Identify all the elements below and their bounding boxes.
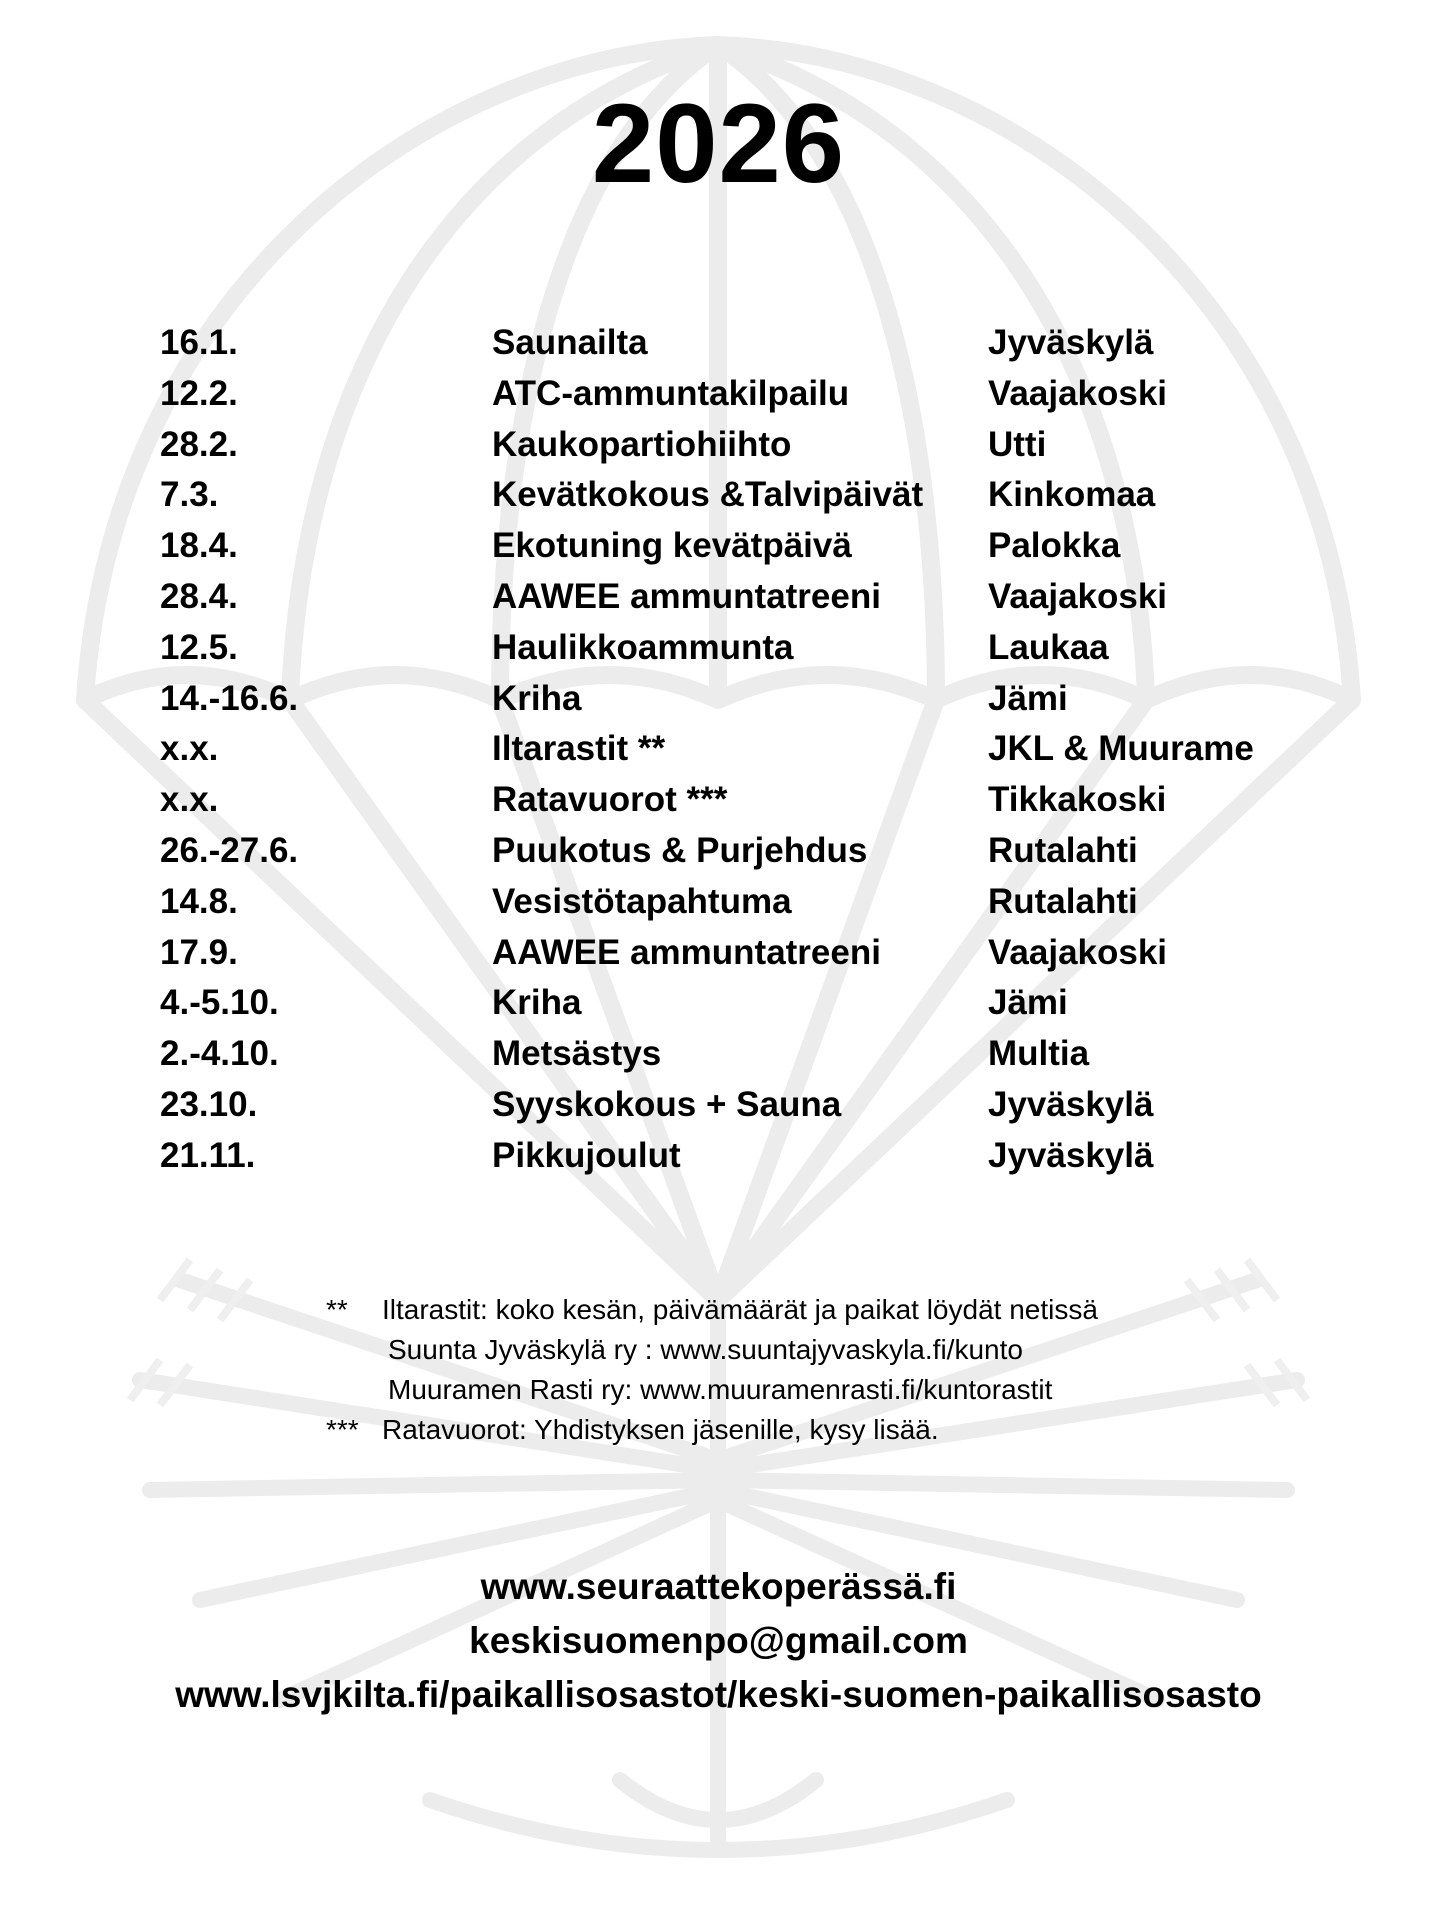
event-row [160,826,1320,877]
event-row [160,1080,1320,1131]
contact-website[interactable]: www.seuraattekoperässä.fi [480,1566,957,1607]
footnote-text: Iltarastit: koko kesän, päivämäärät ja paikat löydät netissä [382,1294,1098,1325]
event-date: 23.10. [160,1084,258,1124]
event-date: 2.-4.10. [160,1034,279,1074]
footnote-text: Ratavuorot: Yhdistyksen jäsenille, kysy lisää. [382,1414,939,1445]
event-place: Jyväskylä [988,323,1154,362]
footnote-text: Suunta Jyväskylä ry : www.suuntajyvaskyla.fi/kunto [388,1334,1023,1365]
event-place: Kinkomaa [988,475,1156,515]
footnote-mark: *** [326,1414,359,1445]
event-date: 26.-27.6. [160,830,299,870]
event-place: Jämi [988,983,1068,1023]
event-place: Rutalahti [988,881,1138,921]
event-date: 7.3. [160,475,219,515]
event-date: 28.4. [160,576,238,616]
event-place: Laukaa [988,627,1109,667]
event-name: Saunailta [492,323,648,362]
event-place: Palokka [988,526,1121,566]
footnote-line [326,1330,1226,1370]
event-place: Tikkakoski [988,780,1167,820]
event-name: Ekotuning kevätpäivä [492,526,852,566]
event-date: 21.11. [160,1135,256,1175]
footnote-line [326,1410,1226,1450]
event-place: JKL & Muurame [988,729,1254,769]
event-name: Syyskokous + Sauna [492,1084,842,1124]
event-name: Kriha [492,678,582,718]
event-schedule [160,318,1320,1182]
event-place: Jyväskylä [988,1135,1154,1175]
footnote-text: Muuramen Rasti ry: www.muuramenrasti.fi/kuntorastit [388,1374,1053,1405]
event-row [160,623,1320,674]
event-date: 4.-5.10. [160,983,279,1023]
event-row [160,521,1320,572]
contact-website[interactable]: www.lsvjkilta.fi/paikallisosastot/keski-suomen-paikallisosasto [175,1674,1262,1715]
footnote-line [326,1370,1226,1410]
event-place: Rutalahti [988,830,1138,870]
event-date: x.x. [160,780,219,820]
event-row [160,369,1320,420]
event-date: 17.9. [160,932,238,972]
event-date: 14.8. [160,881,238,921]
event-row [160,928,1320,979]
footnote-mark: ** [326,1294,348,1325]
event-row [160,775,1320,826]
event-place: Jyväskylä [988,1084,1154,1124]
event-place: Vaajakoski [988,932,1168,972]
event-row [160,674,1320,725]
event-row [160,470,1320,521]
contact-email[interactable]: keskisuomenpo@gmail.com [469,1620,968,1661]
event-name: Pikkujoulut [492,1135,681,1175]
event-name: Kaukopartiohiihto [492,424,792,464]
event-place: Vaajakoski [988,373,1168,413]
event-place: Jämi [988,678,1068,718]
event-place: Utti [988,424,1047,464]
event-name: AAWEE ammuntatreeni [492,932,881,972]
event-name: AAWEE ammuntatreeni [492,576,881,616]
event-place: Multia [988,1034,1090,1074]
event-name: ATC-ammuntakilpailu [492,373,850,413]
event-row [160,724,1320,775]
event-name: Metsästys [492,1034,662,1074]
event-name: Iltarastit ** [492,729,666,769]
event-date: x.x. [160,729,219,769]
event-date: 16.1. [160,323,238,362]
event-row [160,572,1320,623]
event-name: Kevätkokous &Talvipäivät [492,475,924,515]
page-title: 2026 [591,81,846,206]
contact-info [0,1560,1437,1722]
footnote-line [326,1290,1226,1330]
footnotes [326,1290,1226,1450]
event-row [160,318,1320,369]
event-date: 12.5. [160,627,238,667]
event-row [160,1029,1320,1080]
event-place: Vaajakoski [988,576,1168,616]
event-row [160,420,1320,471]
event-row [160,1131,1320,1182]
event-name: Ratavuorot *** [492,780,728,820]
event-date: 12.2. [160,373,238,413]
event-row [160,978,1320,1029]
event-date: 18.4. [160,526,238,566]
event-name: Puukotus & Purjehdus [492,830,868,870]
event-name: Haulikkoammunta [492,627,794,667]
event-date: 28.2. [160,424,238,464]
event-row [160,877,1320,928]
event-name: Kriha [492,983,582,1023]
event-date: 14.-16.6. [160,678,299,718]
event-name: Vesistötapahtuma [492,881,792,921]
